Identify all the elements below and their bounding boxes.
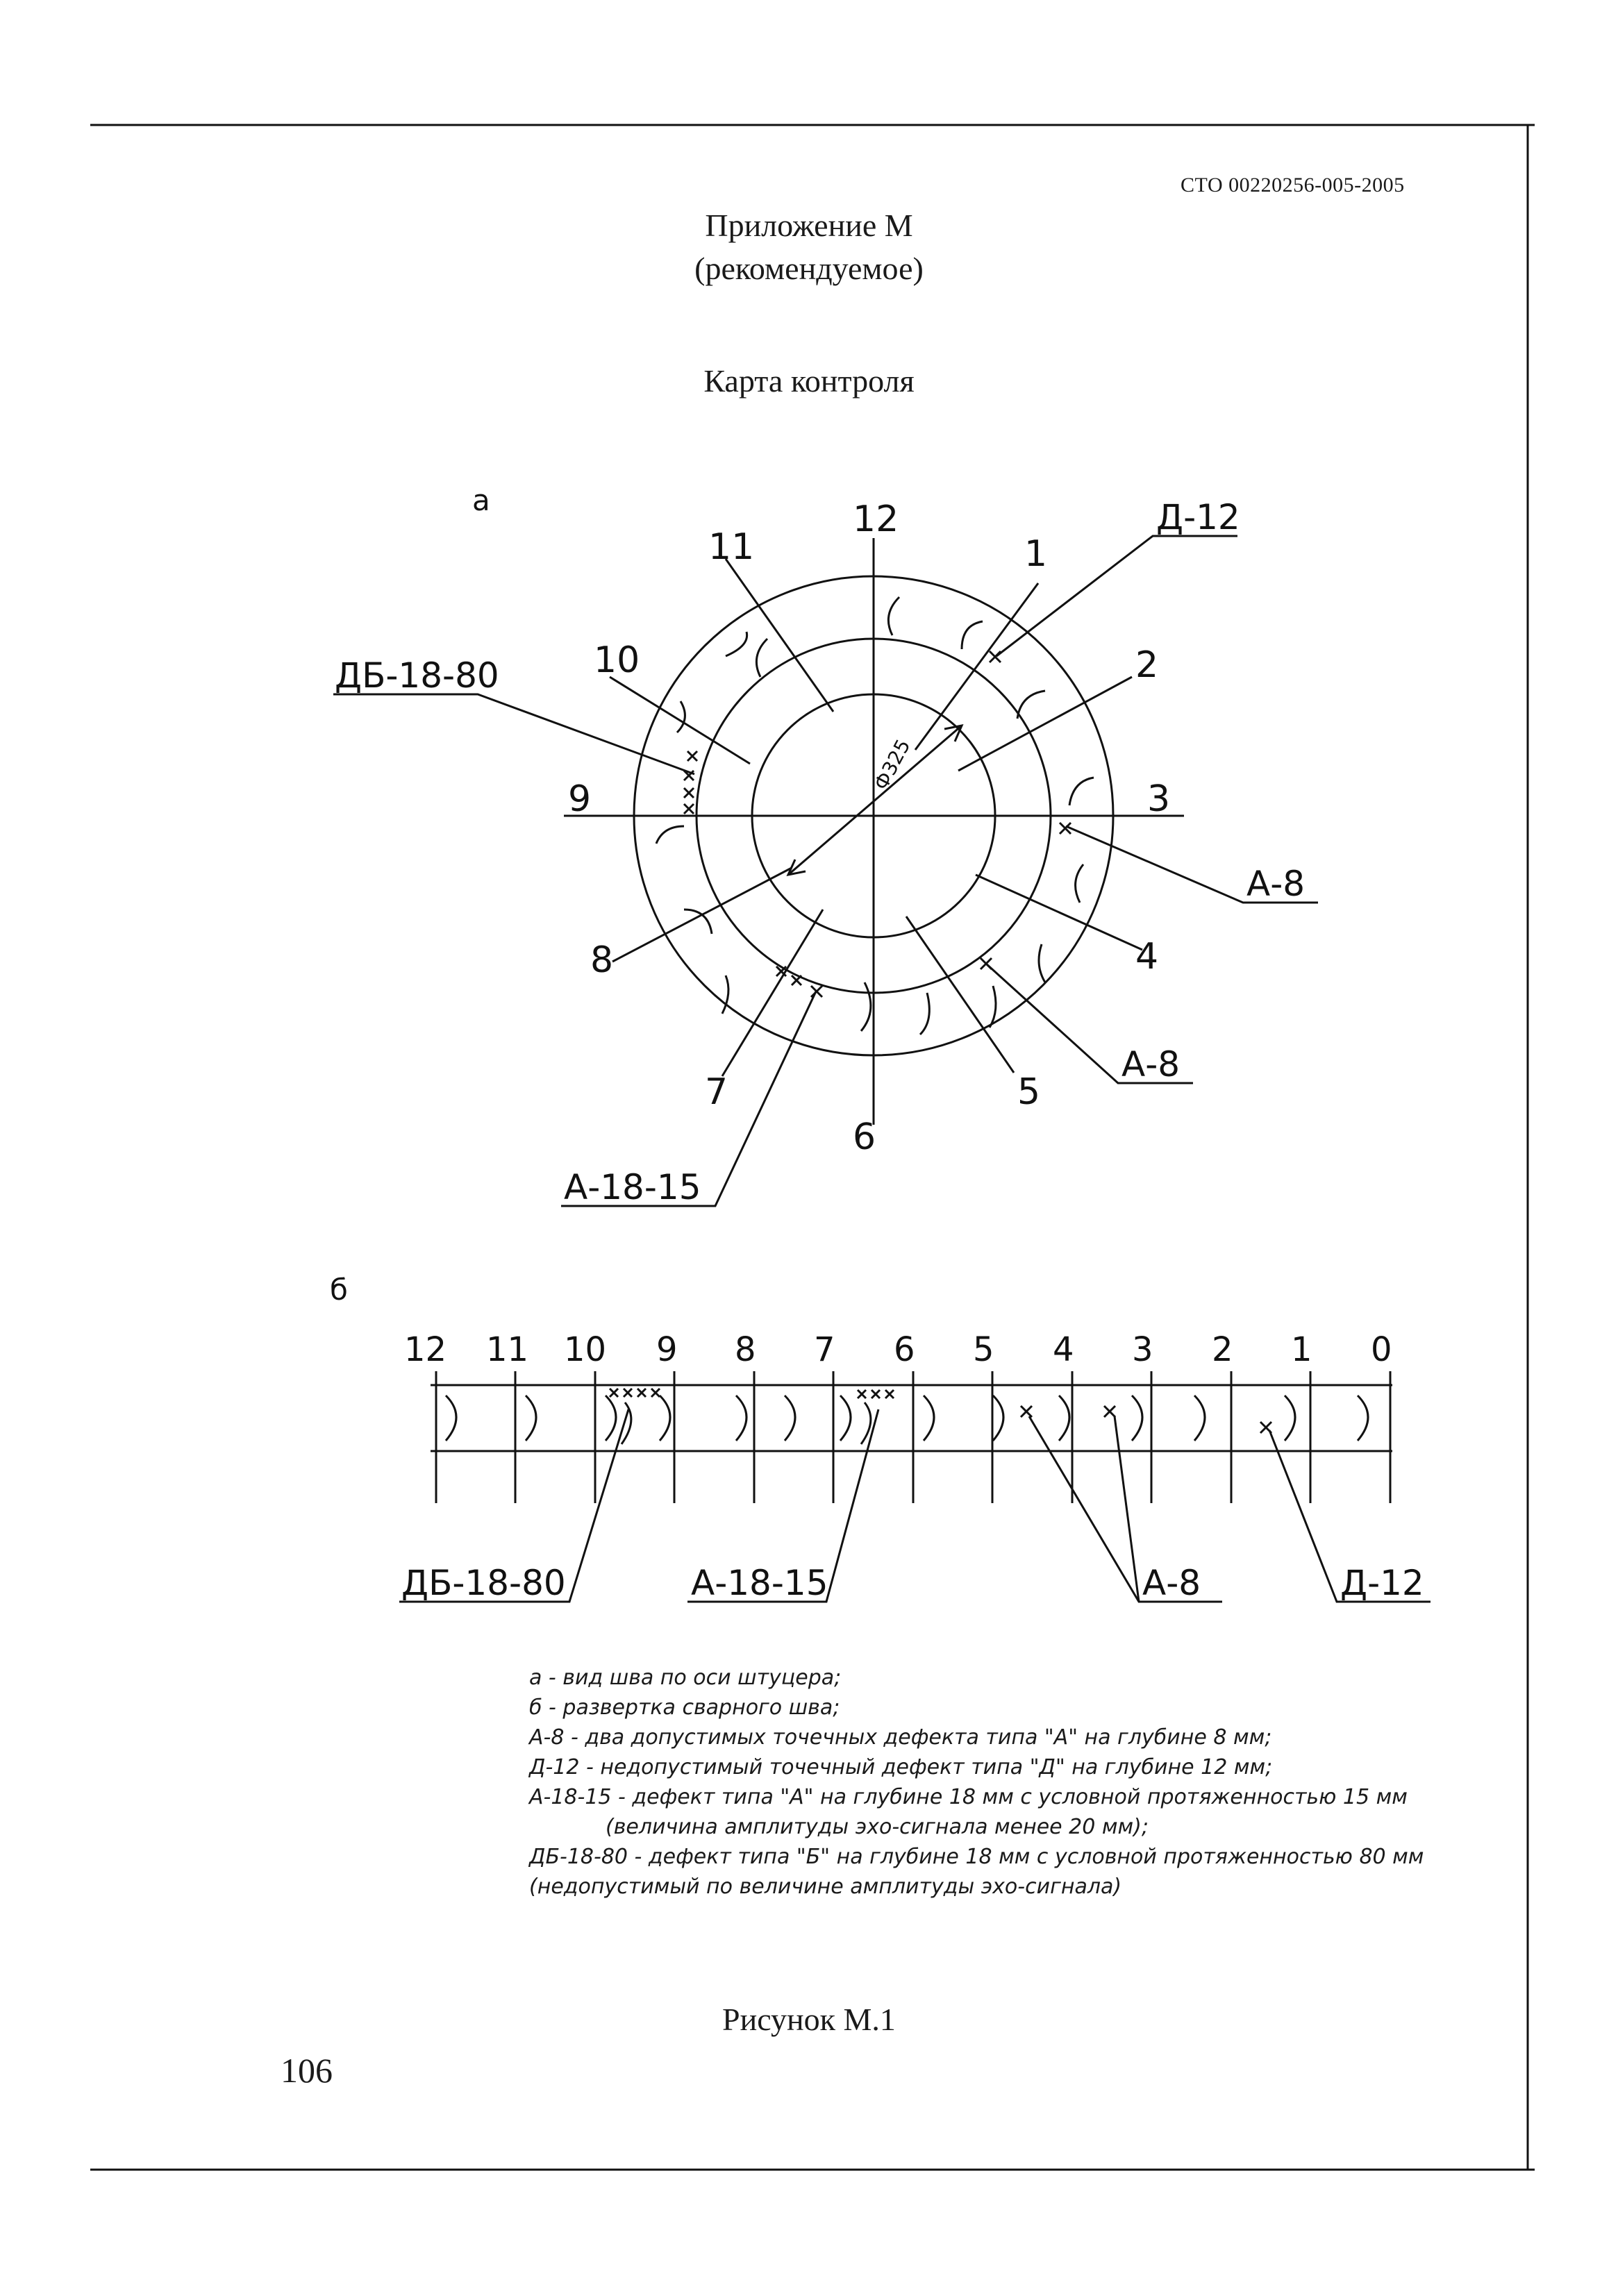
document-code: СТО 00220256-005-2005: [1181, 174, 1405, 196]
view-a-label: а: [472, 483, 490, 517]
page-number: 106: [281, 2051, 333, 2090]
scale-9: 9: [656, 1330, 678, 1369]
scale-7: 7: [814, 1330, 835, 1369]
scale-0: 0: [1371, 1330, 1392, 1369]
clock-12: 12: [853, 498, 899, 540]
legend-line: Д-12 - недопустимый точечный дефект типа "Д" на глубине 12 мм;: [529, 1755, 1273, 1779]
clock-9: 9: [568, 778, 592, 820]
defect-label-db1880: ДБ-18-80: [335, 655, 499, 696]
strip-label-d12: Д-12: [1340, 1563, 1424, 1603]
scale-11: 11: [486, 1330, 529, 1369]
clock-6: 6: [853, 1116, 876, 1158]
card-title: Карта контроля: [703, 363, 915, 399]
scale-6: 6: [894, 1330, 915, 1369]
legend-line: (недопустимый по величине амплитуды эхо-сигнала): [529, 1875, 1122, 1899]
scale-5: 5: [973, 1330, 994, 1369]
defect-label-d12: Д-12: [1156, 497, 1240, 537]
clock-7: 7: [705, 1071, 728, 1113]
appendix-title: Приложение М: [705, 208, 913, 243]
leader-1: [915, 583, 1038, 750]
scale-3: 3: [1132, 1330, 1153, 1369]
figure-caption: Рисунок М.1: [722, 2002, 896, 2037]
strip-label-a1815: А-18-15: [691, 1563, 828, 1603]
strip-label-a8: А-8: [1142, 1563, 1201, 1603]
leader-b-a8-2: [1115, 1416, 1139, 1602]
defect-marks-view-a: [684, 651, 1071, 997]
clock-1: 1: [1024, 533, 1048, 575]
scale-10: 10: [564, 1330, 607, 1369]
scale-4: 4: [1053, 1330, 1074, 1369]
defect-marks-view-b: [610, 1389, 1271, 1433]
leader-8: [612, 868, 792, 962]
clock-4: 4: [1135, 936, 1159, 978]
clock-2: 2: [1135, 644, 1159, 686]
diameter-label: Ф325: [869, 735, 915, 794]
legend-line: б - развертка сварного шва;: [529, 1695, 840, 1720]
scale-2: 2: [1212, 1330, 1233, 1369]
clock-8: 8: [590, 939, 614, 981]
legend-line: А-18-15 - дефект типа "А" на глубине 18 мм с условной протяженностью 15 мм: [529, 1785, 1408, 1809]
legend-line: (величина амплитуды эхо-сигнала менее 20 мм);: [606, 1815, 1149, 1839]
leader-7: [722, 910, 823, 1076]
strip-bead-arcs: [446, 1396, 1368, 1444]
defect-label-a1815: А-18-15: [564, 1167, 701, 1207]
diameter-line: [788, 726, 962, 875]
appendix-subtitle: (рекомендуемое): [694, 251, 924, 286]
figure-legend: [529, 1663, 1453, 1902]
defect-label-a8-lower: А-8: [1121, 1044, 1181, 1084]
strip-label-db1880: ДБ-18-80: [401, 1563, 566, 1603]
clock-11: 11: [708, 526, 755, 568]
leader-11: [726, 559, 833, 712]
strip-ticks: [436, 1371, 1390, 1503]
view-b-label: б: [330, 1273, 348, 1307]
legend-line: ДБ-18-80 - дефект типа "Б" на глубине 18 мм с условной протяженностью 80 мм: [529, 1845, 1424, 1869]
scale-1: 1: [1291, 1330, 1312, 1369]
scale-12: 12: [404, 1330, 447, 1369]
legend-line: А-8 - два допустимых точечных дефекта типа "А" на глубине 8 мм;: [529, 1725, 1272, 1750]
clock-3: 3: [1147, 778, 1171, 820]
clock-5: 5: [1017, 1071, 1041, 1113]
defect-label-a8-right: А-8: [1246, 864, 1306, 904]
scale-8: 8: [735, 1330, 756, 1369]
clock-10: 10: [594, 639, 640, 681]
legend-line: а - вид шва по оси штуцера;: [529, 1666, 842, 1690]
